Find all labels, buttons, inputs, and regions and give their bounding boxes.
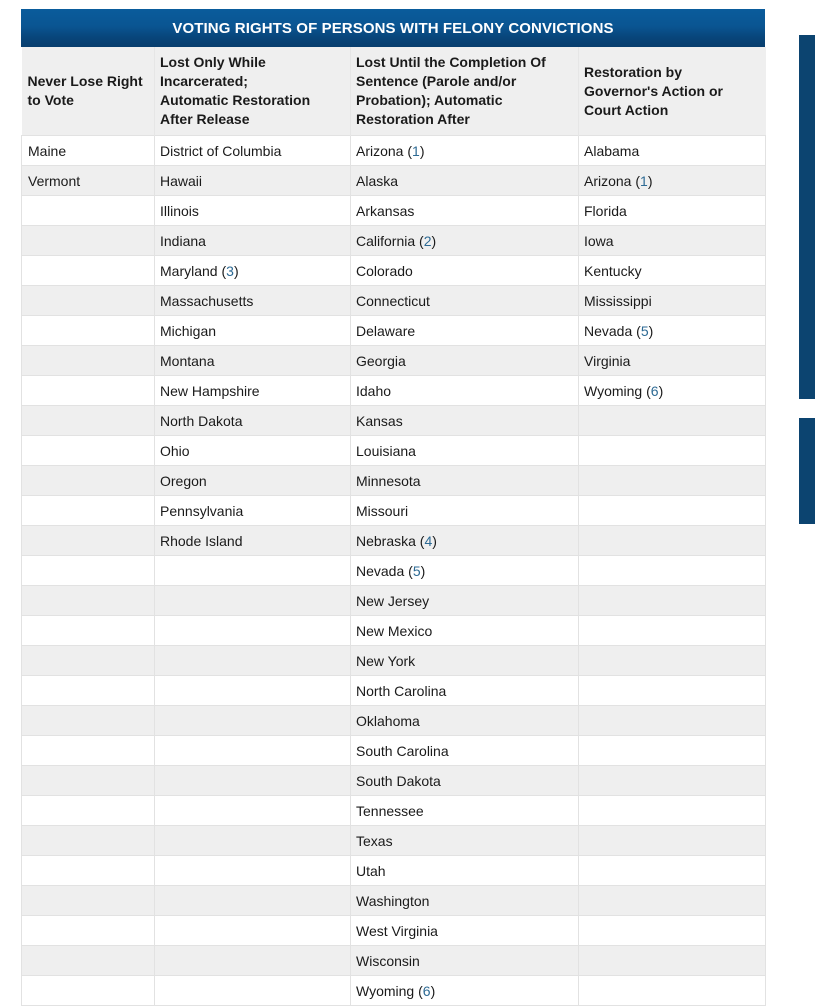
lost-until-sentence-cell: [351, 496, 579, 526]
header-governor-court-restoration: [579, 47, 766, 136]
table-row: [22, 976, 766, 1006]
governor-court-cell: [579, 916, 766, 946]
governor-court-cell: [579, 706, 766, 736]
lost-while-incarcerated-cell: [155, 586, 351, 616]
state-name: Vermont: [28, 172, 81, 189]
governor-court-cell: [579, 856, 766, 886]
never-lose-cell: [22, 406, 155, 436]
governor-court-cell: [579, 226, 766, 256]
state-name: Nebraska: [356, 532, 416, 549]
state-name: Alabama: [584, 142, 640, 159]
lost-until-sentence-cell: Nebraska (4): [351, 526, 579, 556]
state-name: New Hampshire: [160, 382, 260, 399]
lost-while-incarcerated-cell: [155, 736, 351, 766]
lost-while-incarcerated-cell: [155, 406, 351, 436]
state-name: Wyoming: [584, 382, 643, 399]
lost-while-incarcerated-cell: [155, 136, 351, 166]
table-row: [22, 886, 766, 916]
state-name: Wyoming: [356, 982, 415, 999]
footnote-link[interactable]: 1: [640, 172, 648, 189]
table-row: [22, 196, 766, 226]
lost-until-sentence-cell: [351, 826, 579, 856]
never-lose-cell: [22, 556, 155, 586]
table-row: [22, 466, 766, 496]
governor-court-cell: [579, 886, 766, 916]
table-title: VOTING RIGHTS OF PERSONS WITH FELONY CONVICTIONS: [21, 9, 765, 47]
state-name: Iowa: [584, 232, 614, 249]
lost-while-incarcerated-cell: [155, 856, 351, 886]
state-name: Mississippi: [584, 292, 652, 309]
lost-until-sentence-cell: Nevada (5): [351, 556, 579, 586]
table-row: [22, 946, 766, 976]
lost-while-incarcerated-cell: [155, 526, 351, 556]
table-row: [22, 676, 766, 706]
never-lose-cell: [22, 766, 155, 796]
never-lose-cell: [22, 166, 155, 196]
governor-court-cell: [579, 436, 766, 466]
footnote-link[interactable]: 2: [423, 232, 432, 249]
header-line: Restoration by: [584, 63, 683, 80]
header-line: Restoration After: [356, 111, 470, 127]
state-name: Montana: [160, 352, 215, 369]
lost-until-sentence-cell: [351, 466, 579, 496]
state-name: Washington: [356, 892, 430, 909]
table-row: [22, 856, 766, 886]
state-name: New York: [356, 652, 416, 669]
lost-until-sentence-cell: [351, 886, 579, 916]
lost-while-incarcerated-cell: [155, 436, 351, 466]
state-name: Idaho: [356, 382, 392, 399]
lost-while-incarcerated-cell: [155, 946, 351, 976]
felony-voting-rights-table-container: [21, 9, 765, 1006]
lost-while-incarcerated-cell: [155, 706, 351, 736]
never-lose-cell: [22, 256, 155, 286]
footnote-link[interactable]: 5: [640, 322, 649, 339]
state-name: Michigan: [160, 322, 217, 339]
never-lose-cell: [22, 196, 155, 226]
governor-court-cell: [579, 736, 766, 766]
state-name: Utah: [356, 862, 386, 879]
header-line: Lost Until the Completion Of: [356, 54, 546, 70]
table-row: [22, 586, 766, 616]
never-lose-cell: [22, 436, 155, 466]
lost-while-incarcerated-cell: [155, 676, 351, 706]
never-lose-cell: [22, 616, 155, 646]
table-row: [22, 736, 766, 766]
state-name: Arizona: [584, 172, 632, 189]
state-name: Florida: [584, 202, 627, 219]
state-name: North Carolina: [356, 682, 447, 699]
state-name: Tennessee: [356, 802, 424, 819]
header-line: to Vote: [27, 92, 74, 108]
lost-while-incarcerated-cell: [155, 556, 351, 586]
lost-until-sentence-cell: [351, 916, 579, 946]
lost-until-sentence-cell: [351, 946, 579, 976]
never-lose-cell: [22, 916, 155, 946]
never-lose-cell: [22, 736, 155, 766]
never-lose-cell: [22, 676, 155, 706]
lost-while-incarcerated-cell: [155, 346, 351, 376]
state-name: District of Columbia: [160, 142, 282, 159]
table-row: [22, 826, 766, 856]
state-name: Nevada: [356, 562, 405, 579]
state-name: New Jersey: [356, 592, 430, 609]
footnote-link[interactable]: 5: [412, 562, 421, 579]
never-lose-cell: [22, 226, 155, 256]
state-name: North Dakota: [160, 412, 243, 429]
lost-while-incarcerated-cell: [155, 196, 351, 226]
voting-rights-table: [21, 47, 766, 1006]
lost-until-sentence-cell: [351, 316, 579, 346]
state-name: Maryland: [160, 262, 218, 279]
never-lose-cell: [22, 346, 155, 376]
lost-until-sentence-cell: [351, 196, 579, 226]
state-name: Arizona: [356, 142, 404, 159]
state-name: Ohio: [160, 442, 190, 459]
never-lose-cell: [22, 586, 155, 616]
governor-court-cell: [579, 196, 766, 226]
state-name: Pennsylvania: [160, 502, 244, 519]
governor-court-cell: [579, 496, 766, 526]
lost-until-sentence-cell: Wyoming (6): [351, 976, 579, 1006]
lost-while-incarcerated-cell: [155, 376, 351, 406]
footnote-link[interactable]: 6: [422, 982, 431, 999]
state-name: Wisconsin: [356, 952, 420, 969]
governor-court-cell: [579, 766, 766, 796]
footnote-link[interactable]: 4: [424, 532, 433, 549]
state-name: South Dakota: [356, 772, 441, 789]
lost-until-sentence-cell: [351, 436, 579, 466]
governor-court-cell: [579, 676, 766, 706]
header-line: Incarcerated;: [160, 73, 248, 89]
lost-until-sentence-cell: [351, 856, 579, 886]
governor-court-cell: [579, 256, 766, 286]
table-body: [22, 136, 766, 1006]
never-lose-cell: [22, 466, 155, 496]
never-lose-cell: [22, 796, 155, 826]
never-lose-cell: [22, 946, 155, 976]
table-row: [22, 346, 766, 376]
table-row: [22, 556, 766, 586]
lost-until-sentence-cell: [351, 736, 579, 766]
state-name: West Virginia: [356, 922, 438, 939]
never-lose-cell: [22, 886, 155, 916]
state-name: Arkansas: [356, 202, 415, 219]
governor-court-cell: [579, 976, 766, 1006]
lost-while-incarcerated-cell: [155, 166, 351, 196]
governor-court-cell: [579, 556, 766, 586]
state-name: Texas: [356, 832, 393, 849]
header-line: Lost Only While: [160, 54, 266, 70]
state-name: Georgia: [356, 352, 406, 369]
state-name: Illinois: [160, 202, 199, 219]
state-name: Kentucky: [584, 262, 642, 279]
header-line: Governor's Action or: [584, 82, 723, 99]
lost-until-sentence-cell: Arizona (1): [351, 136, 579, 166]
table-row: [22, 496, 766, 526]
state-name: Nevada: [584, 322, 633, 339]
state-name: Hawaii: [160, 172, 203, 189]
lost-while-incarcerated-cell: [155, 286, 351, 316]
state-name: Kansas: [356, 412, 403, 429]
lost-until-sentence-cell: [351, 256, 579, 286]
table-row: [22, 646, 766, 676]
governor-court-cell: [579, 646, 766, 676]
governor-court-cell: [579, 526, 766, 556]
governor-court-cell: [579, 346, 766, 376]
governor-court-cell: [579, 826, 766, 856]
governor-court-cell: [579, 286, 766, 316]
lost-while-incarcerated-cell: [155, 496, 351, 526]
lost-until-sentence-cell: [351, 676, 579, 706]
governor-court-cell: Wyoming (6): [579, 376, 766, 406]
header-line: Court Action: [584, 101, 669, 118]
lost-until-sentence-cell: [351, 766, 579, 796]
governor-court-cell: Nevada (5): [579, 316, 766, 346]
header-line: Automatic Restoration: [160, 92, 311, 108]
lost-until-sentence-cell: [351, 616, 579, 646]
table-row: [22, 706, 766, 736]
governor-court-cell: [579, 616, 766, 646]
state-name: Oklahoma: [356, 712, 420, 729]
state-name: Virginia: [584, 352, 631, 369]
table-row: [22, 526, 766, 556]
lost-while-incarcerated-cell: [155, 976, 351, 1006]
lost-while-incarcerated-cell: [155, 916, 351, 946]
governor-court-cell: [579, 466, 766, 496]
lost-until-sentence-cell: [351, 346, 579, 376]
state-name: South Carolina: [356, 742, 449, 759]
state-name: Massachusetts: [160, 292, 254, 309]
governor-court-cell: Arizona (1): [579, 166, 766, 196]
lost-while-incarcerated-cell: [155, 616, 351, 646]
lost-until-sentence-cell: [351, 406, 579, 436]
lost-while-incarcerated-cell: [155, 316, 351, 346]
header-line: After Release: [160, 111, 250, 127]
header-line: Probation); Automatic: [356, 92, 503, 108]
never-lose-cell: [22, 706, 155, 736]
table-row: [22, 166, 766, 196]
lost-until-sentence-cell: [351, 796, 579, 826]
lost-while-incarcerated-cell: [155, 886, 351, 916]
table-row: [22, 136, 766, 166]
header-lost-until-sentence-complete: [351, 47, 579, 136]
lost-until-sentence-cell: [351, 586, 579, 616]
header-row: [22, 47, 766, 136]
table-row: [22, 796, 766, 826]
lost-while-incarcerated-cell: [155, 226, 351, 256]
governor-court-cell: [579, 586, 766, 616]
never-lose-cell: [22, 496, 155, 526]
lost-until-sentence-cell: [351, 166, 579, 196]
never-lose-cell: [22, 976, 155, 1006]
governor-court-cell: [579, 406, 766, 436]
table-row: [22, 916, 766, 946]
lost-while-incarcerated-cell: [155, 646, 351, 676]
table-row: [22, 436, 766, 466]
table-row: [22, 256, 766, 286]
table-row: [22, 286, 766, 316]
sidebar-banner-bottom[interactable]: [799, 418, 815, 524]
table-row: [22, 226, 766, 256]
table-row: [22, 406, 766, 436]
state-name: Oregon: [160, 472, 207, 489]
table-row: [22, 376, 766, 406]
governor-court-cell: [579, 136, 766, 166]
table-row: [22, 616, 766, 646]
footnote-link[interactable]: 6: [650, 382, 659, 399]
state-name: California: [356, 232, 416, 249]
lost-while-incarcerated-cell: [155, 826, 351, 856]
governor-court-cell: [579, 946, 766, 976]
lost-until-sentence-cell: [351, 646, 579, 676]
never-lose-cell: [22, 136, 155, 166]
never-lose-cell: [22, 376, 155, 406]
never-lose-cell: [22, 316, 155, 346]
governor-court-cell: [579, 796, 766, 826]
state-name: Alaska: [356, 172, 399, 189]
sidebar-banner-top[interactable]: [799, 35, 815, 399]
footnote-link[interactable]: 3: [226, 262, 234, 279]
state-name: Missouri: [356, 502, 409, 519]
never-lose-cell: [22, 856, 155, 886]
state-name: Rhode Island: [160, 532, 243, 549]
state-name: Delaware: [356, 322, 416, 339]
lost-until-sentence-cell: [351, 706, 579, 736]
header-never-lose: [22, 47, 155, 136]
lost-while-incarcerated-cell: Maryland (3): [155, 256, 351, 286]
lost-until-sentence-cell: [351, 376, 579, 406]
state-name: Colorado: [356, 262, 413, 279]
header-lost-while-incarcerated: [155, 47, 351, 136]
lost-while-incarcerated-cell: [155, 466, 351, 496]
header-line: Never Lose Right: [27, 73, 143, 89]
lost-while-incarcerated-cell: [155, 766, 351, 796]
lost-while-incarcerated-cell: [155, 796, 351, 826]
lost-until-sentence-cell: [351, 286, 579, 316]
never-lose-cell: [22, 526, 155, 556]
table-row: [22, 316, 766, 346]
never-lose-cell: [22, 826, 155, 856]
state-name: Maine: [28, 142, 67, 159]
state-name: Connecticut: [356, 292, 430, 309]
footnote-link[interactable]: 1: [412, 142, 420, 159]
header-line: Sentence (Parole and/or: [356, 73, 517, 89]
never-lose-cell: [22, 646, 155, 676]
never-lose-cell: [22, 286, 155, 316]
table-row: [22, 766, 766, 796]
state-name: Louisiana: [356, 442, 416, 459]
state-name: Indiana: [160, 232, 206, 249]
state-name: New Mexico: [356, 622, 433, 639]
state-name: Minnesota: [356, 472, 421, 489]
lost-until-sentence-cell: California (2): [351, 226, 579, 256]
